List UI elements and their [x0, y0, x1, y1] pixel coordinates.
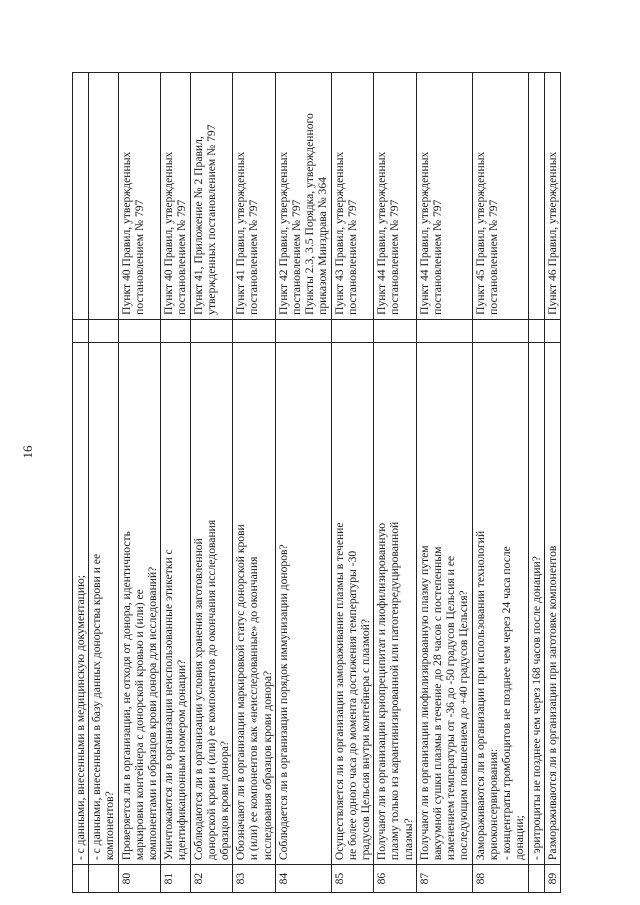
requirement-question: [528, 342, 544, 865]
question-line: Получают ли в организации лиофилизированную плазму путем: [417, 545, 431, 861]
question-line: образцов крови донора?: [218, 740, 232, 861]
checklist-table: [72, 72, 561, 893]
table-row: [374, 73, 417, 893]
question-line: - с данными, внесенными в медицинскую документацию;: [74, 575, 87, 861]
question-line: криоконсервирования:: [486, 748, 500, 861]
reference-line: постановлением № 797: [431, 199, 445, 315]
reference-line: Пункт 42 Правил, утвержденных: [276, 151, 290, 315]
question-line: последующим повышением до +40 градусов Цельсия?: [457, 590, 471, 861]
legal-reference: [416, 73, 472, 320]
row-number: 88: [472, 865, 528, 893]
legal-reference: [161, 73, 190, 320]
answer-cell: [190, 319, 233, 342]
question-line: исследования образцов крови донора?: [260, 670, 274, 861]
question-line: Соблюдается ли в организации порядок иммунизации доноров?: [276, 544, 290, 861]
requirement-question: [161, 342, 190, 865]
table-row: [416, 73, 472, 893]
question-line: Обозначают ли в организации маркировкой статус донорской крови: [234, 524, 248, 861]
reference-line: Пункт 45 Правил, утвержденных: [473, 151, 487, 315]
requirement-question: [190, 342, 233, 865]
reference-line: постановлением № 797: [175, 199, 189, 315]
row-number: 82: [190, 865, 233, 893]
legal-reference: [233, 73, 276, 320]
answer-cell: [472, 319, 528, 342]
reference-line: Пункт 44 Правил, утвержденных: [417, 151, 431, 315]
row-number: 83: [233, 865, 276, 893]
legal-reference: [331, 73, 374, 320]
requirement-question: [374, 342, 417, 865]
answer-cell: [416, 319, 472, 342]
reference-line: Пункт 40 Правил, утвержденных: [119, 151, 133, 315]
table-row: [190, 73, 233, 893]
reference-line: постановлением № 797: [247, 199, 261, 315]
answer-cell: [233, 319, 276, 342]
rotated-page-content: [60, 0, 620, 905]
question-line: Получают ли в организации криопреципитат и лиофилизированную: [375, 522, 389, 861]
reference-line: приказом Минздрава № 364: [316, 177, 330, 315]
question-line: Соблюдаются ли в организации условия хранения заготовленной: [191, 538, 205, 861]
question-line: - с данными, внесенными в базу данных донорства крови и ее: [90, 553, 104, 861]
question-line: маркировки контейнера с донорской кровью и (или) ее: [132, 589, 146, 861]
row-number: 87: [416, 865, 472, 893]
question-line: Уничтожаются ли в организации неиспользованные этикетки с: [162, 549, 176, 861]
legal-reference: [275, 73, 331, 320]
requirement-question: [118, 342, 161, 865]
answer-cell: [528, 319, 544, 342]
table-row: [118, 73, 161, 893]
reference-line: постановлением № 797: [388, 199, 402, 315]
row-number: [89, 865, 118, 893]
reference-line: Пункт 40 Правил, утвержденных: [162, 151, 176, 315]
row-number: 85: [331, 865, 374, 893]
table-row: [161, 73, 190, 893]
question-line: плазмы?: [401, 818, 415, 861]
question-line: - концентраты тромбоцитов не позднее чем через 24 часа после: [500, 546, 514, 861]
answer-cell: [118, 319, 161, 342]
table-row: [275, 73, 331, 893]
legal-reference: [73, 73, 89, 320]
answer-cell: [544, 319, 560, 342]
table-row: [233, 73, 276, 893]
question-line: Размораживаются ли в организации при заготовке компонентов: [545, 545, 559, 861]
answer-cell: [374, 319, 417, 342]
table-row: [472, 73, 528, 893]
question-line: градусов Цельсия внутри контейнера с плазмой?: [359, 618, 373, 861]
requirement-question: [544, 342, 560, 865]
row-number: 81: [161, 865, 190, 893]
row-number: 89: [544, 865, 560, 893]
answer-cell: [331, 319, 374, 342]
legal-reference: [544, 73, 560, 320]
requirement-question: [275, 342, 331, 865]
question-line: компонентами и образцов крови донора для исследований?: [146, 566, 160, 861]
answer-cell: [275, 319, 331, 342]
requirement-question: [89, 342, 118, 865]
question-line: изменением температуры от -36 до -50 градусов Цельсия и ее: [444, 555, 458, 861]
row-number: [73, 865, 89, 893]
legal-reference: [472, 73, 528, 320]
question-line: Замораживаются ли в организации при использовании технологий: [473, 530, 487, 861]
question-line: компонентов?: [103, 791, 117, 861]
question-line: Осуществляется ли в организации замораживание плазмы в течение: [332, 522, 346, 861]
legal-reference: [118, 73, 161, 320]
question-line: не более одного часа до момента достижения температуры -30: [345, 550, 359, 861]
row-number: 86: [374, 865, 417, 893]
answer-cell: [161, 319, 190, 342]
requirement-question: [331, 342, 374, 865]
table-row: [89, 73, 118, 893]
row-number: 84: [275, 865, 331, 893]
reference-line: постановлением № 797: [345, 199, 359, 315]
question-line: вакуумной сушки плазмы в течение до 28 часов с постепенным: [431, 546, 445, 861]
legal-reference: [190, 73, 233, 320]
question-line: и (или) ее компонентов как «неисследованные» до окончания: [247, 556, 261, 861]
question-line: идентификационным номером донации?: [175, 659, 189, 861]
page-number: 16: [20, 445, 35, 459]
table-row: [331, 73, 374, 893]
row-number: [528, 865, 544, 893]
question-line: донации;: [513, 815, 527, 861]
question-line: Проверяется ли в организации, не отходя от донора, идентичность: [119, 531, 133, 861]
requirement-question: [73, 342, 89, 865]
reference-line: Пункт 41 Правил, утвержденных: [234, 151, 248, 315]
reference-line: Пункт 44 Правил, утвержденных: [375, 151, 389, 315]
reference-line: постановлением № 797: [486, 199, 500, 315]
reference-line: постановлением № 797: [290, 199, 304, 315]
reference-line: Пункты 2.3, 3.5 Порядка, утвержденного: [303, 113, 317, 315]
answer-cell: [73, 319, 89, 342]
question-line: - эритроциты не позднее чем через 168 часов после донации?: [529, 556, 543, 861]
table-row: [544, 73, 560, 893]
legal-reference: [528, 73, 544, 320]
legal-reference: [374, 73, 417, 320]
requirement-question: [472, 342, 528, 865]
reference-line: постановлением № 797: [132, 199, 146, 315]
row-number: 80: [118, 865, 161, 893]
question-line: донорской крови и (или) ее компонентов до окончания исследования: [204, 519, 218, 861]
legal-reference: [89, 73, 118, 320]
reference-line: Пункт 46 Правил, утвержденных: [545, 151, 559, 315]
requirement-question: [416, 342, 472, 865]
checklist-table-body: [73, 73, 561, 893]
requirement-question: [233, 342, 276, 865]
reference-line: Пункт 43 Правил, утвержденных: [332, 151, 346, 315]
answer-cell: [89, 319, 118, 342]
table-row: [73, 73, 89, 893]
reference-line: Пункт 41, Приложение № 2 Правил,: [191, 136, 205, 315]
reference-line: утвержденных постановлением № 797: [204, 124, 218, 315]
question-line: плазму только из карантинизированной или патогенредуцированной: [388, 521, 402, 861]
table-row: [528, 73, 544, 893]
